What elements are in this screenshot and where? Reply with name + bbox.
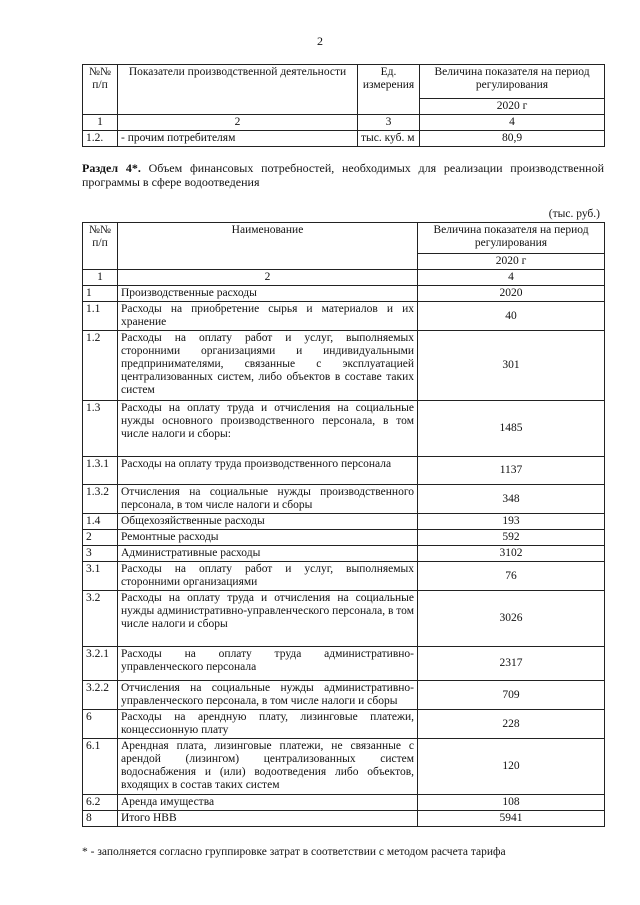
table-row — [83, 739, 605, 795]
table-row — [83, 681, 605, 710]
header-name: Наименование — [118, 223, 418, 270]
row-num: 3.2.1 — [83, 647, 118, 681]
row-num: 1.2 — [83, 331, 118, 401]
table-row — [83, 647, 605, 681]
row-num: 8 — [83, 811, 118, 827]
row-name: Расходы на оплату работ и услуг, выполняемых сторонними организациями и индивидуальными предпринимателями, связанные с эксплуатацией централизованных систем, либо объектов в составе таких систем — [118, 331, 418, 401]
production-indicators-table — [82, 64, 605, 147]
table-row — [83, 811, 605, 827]
row-name: Отчисления на социальные нужды административно-управленческого персонала, в том числе налоги и сборы — [118, 681, 418, 710]
row-num: 1.1 — [83, 302, 118, 331]
col-number: 2 — [118, 115, 358, 131]
row-num: 6 — [83, 710, 118, 739]
table-row — [83, 710, 605, 739]
row-name: Арендная плата, лизинговые платежи, не связанные с арендой (лизингом) централизованных систем водоснабжения и (или) водоотведения либо объектов, входящих в состав таких систем — [118, 739, 418, 795]
row-name: Административные расходы — [118, 546, 418, 562]
footnote: * - заполняется согласно группировке затрат в соответствии с методом расчета тарифа — [82, 846, 506, 858]
table-row — [83, 457, 605, 485]
row-name: Ремонтные расходы — [118, 530, 418, 546]
row-unit: тыс. куб. м — [358, 131, 420, 147]
row-value: 348 — [418, 485, 605, 514]
row-num: 3.2 — [83, 591, 118, 647]
col-number: 3 — [358, 115, 420, 131]
row-num: 1.4 — [83, 514, 118, 530]
header-year: 2020 г — [420, 99, 605, 115]
table-row — [83, 485, 605, 514]
row-name: Расходы на оплату труда административно-управленческого персонала — [118, 647, 418, 681]
row-name: Расходы на оплату труда и отчисления на социальные нужды административно-управленческого персонала, в том числе налоги и сборы — [118, 591, 418, 647]
table-row — [83, 401, 605, 457]
row-name: Расходы на оплату труда и отчисления на социальные нужды основного производственного персонала, в том числе налоги и сборы: — [118, 401, 418, 457]
header-value: Величина показателя на период регулирования — [418, 223, 605, 254]
row-name: Отчисления на социальные нужды производственного персонала, в том числе налоги и сборы — [118, 485, 418, 514]
row-name: Расходы на арендную плату, лизинговые платежи, концессионную плату — [118, 710, 418, 739]
financial-needs-table — [82, 222, 605, 827]
row-num: 2 — [83, 530, 118, 546]
section-heading — [82, 161, 604, 189]
table-row — [83, 795, 605, 811]
row-value: 193 — [418, 514, 605, 530]
row-name: Расходы на приобретение сырья и материалов и их хранение — [118, 302, 418, 331]
row-name: Общехозяйственные расходы — [118, 514, 418, 530]
row-name: Аренда имущества — [118, 795, 418, 811]
row-name: - прочим потребителям — [118, 131, 358, 147]
row-num: 6.1 — [83, 739, 118, 795]
row-name: Итого НВВ — [118, 811, 418, 827]
row-value: 3102 — [418, 546, 605, 562]
row-num: 1.3.2 — [83, 485, 118, 514]
row-value: 228 — [418, 710, 605, 739]
header-year: 2020 г — [418, 254, 605, 270]
row-value: 1485 — [418, 401, 605, 457]
header-indicator: Показатели производственной деятельности — [118, 65, 358, 115]
row-num: 1.2. — [83, 131, 118, 147]
row-value: 1137 — [418, 457, 605, 485]
col-number: 4 — [420, 115, 605, 131]
table-row — [83, 514, 605, 530]
col-number: 1 — [83, 270, 118, 286]
table-row — [83, 302, 605, 331]
table-row — [83, 546, 605, 562]
header-unit: Ед. измерения — [358, 65, 420, 115]
row-value: 120 — [418, 739, 605, 795]
row-value: 592 — [418, 530, 605, 546]
header-num: №№ п/п — [83, 65, 118, 115]
header-num: №№ п/п — [83, 223, 118, 270]
row-num: 3.1 — [83, 562, 118, 591]
row-num: 1.3 — [83, 401, 118, 457]
row-value: 2317 — [418, 647, 605, 681]
row-num: 1.3.1 — [83, 457, 118, 485]
header-value: Величина показателя на период регулирования — [420, 65, 605, 99]
row-num: 3.2.2 — [83, 681, 118, 710]
row-num: 3 — [83, 546, 118, 562]
page-number: 2 — [317, 34, 323, 48]
row-value: 40 — [418, 302, 605, 331]
table-row — [83, 530, 605, 546]
table-row — [83, 562, 605, 591]
row-value: 709 — [418, 681, 605, 710]
row-value: 76 — [418, 562, 605, 591]
row-name: Расходы на оплату труда производственного персонала — [118, 457, 418, 485]
section-title: Объем финансовых потребностей, необходимых для реализации производственной программы в сфере водоотведения — [82, 161, 604, 189]
row-name: Расходы на оплату работ и услуг, выполняемых сторонними организациями — [118, 562, 418, 591]
table-row — [83, 331, 605, 401]
section-label: Раздел 4*. — [82, 161, 141, 175]
row-value: 3026 — [418, 591, 605, 647]
row-num: 6.2 — [83, 795, 118, 811]
col-number: 2 — [118, 270, 418, 286]
col-number: 4 — [418, 270, 605, 286]
row-value: 2020 — [418, 286, 605, 302]
row-value: 108 — [418, 795, 605, 811]
row-value: 80,9 — [420, 131, 605, 147]
row-value: 5941 — [418, 811, 605, 827]
table-row — [83, 591, 605, 647]
row-value: 301 — [418, 331, 605, 401]
financial-needs-rows — [83, 286, 605, 827]
col-number: 1 — [83, 115, 118, 131]
row-name: Производственные расходы — [118, 286, 418, 302]
table-row — [83, 286, 605, 302]
units-note: (тыс. руб.) — [548, 208, 600, 220]
row-num: 1 — [83, 286, 118, 302]
